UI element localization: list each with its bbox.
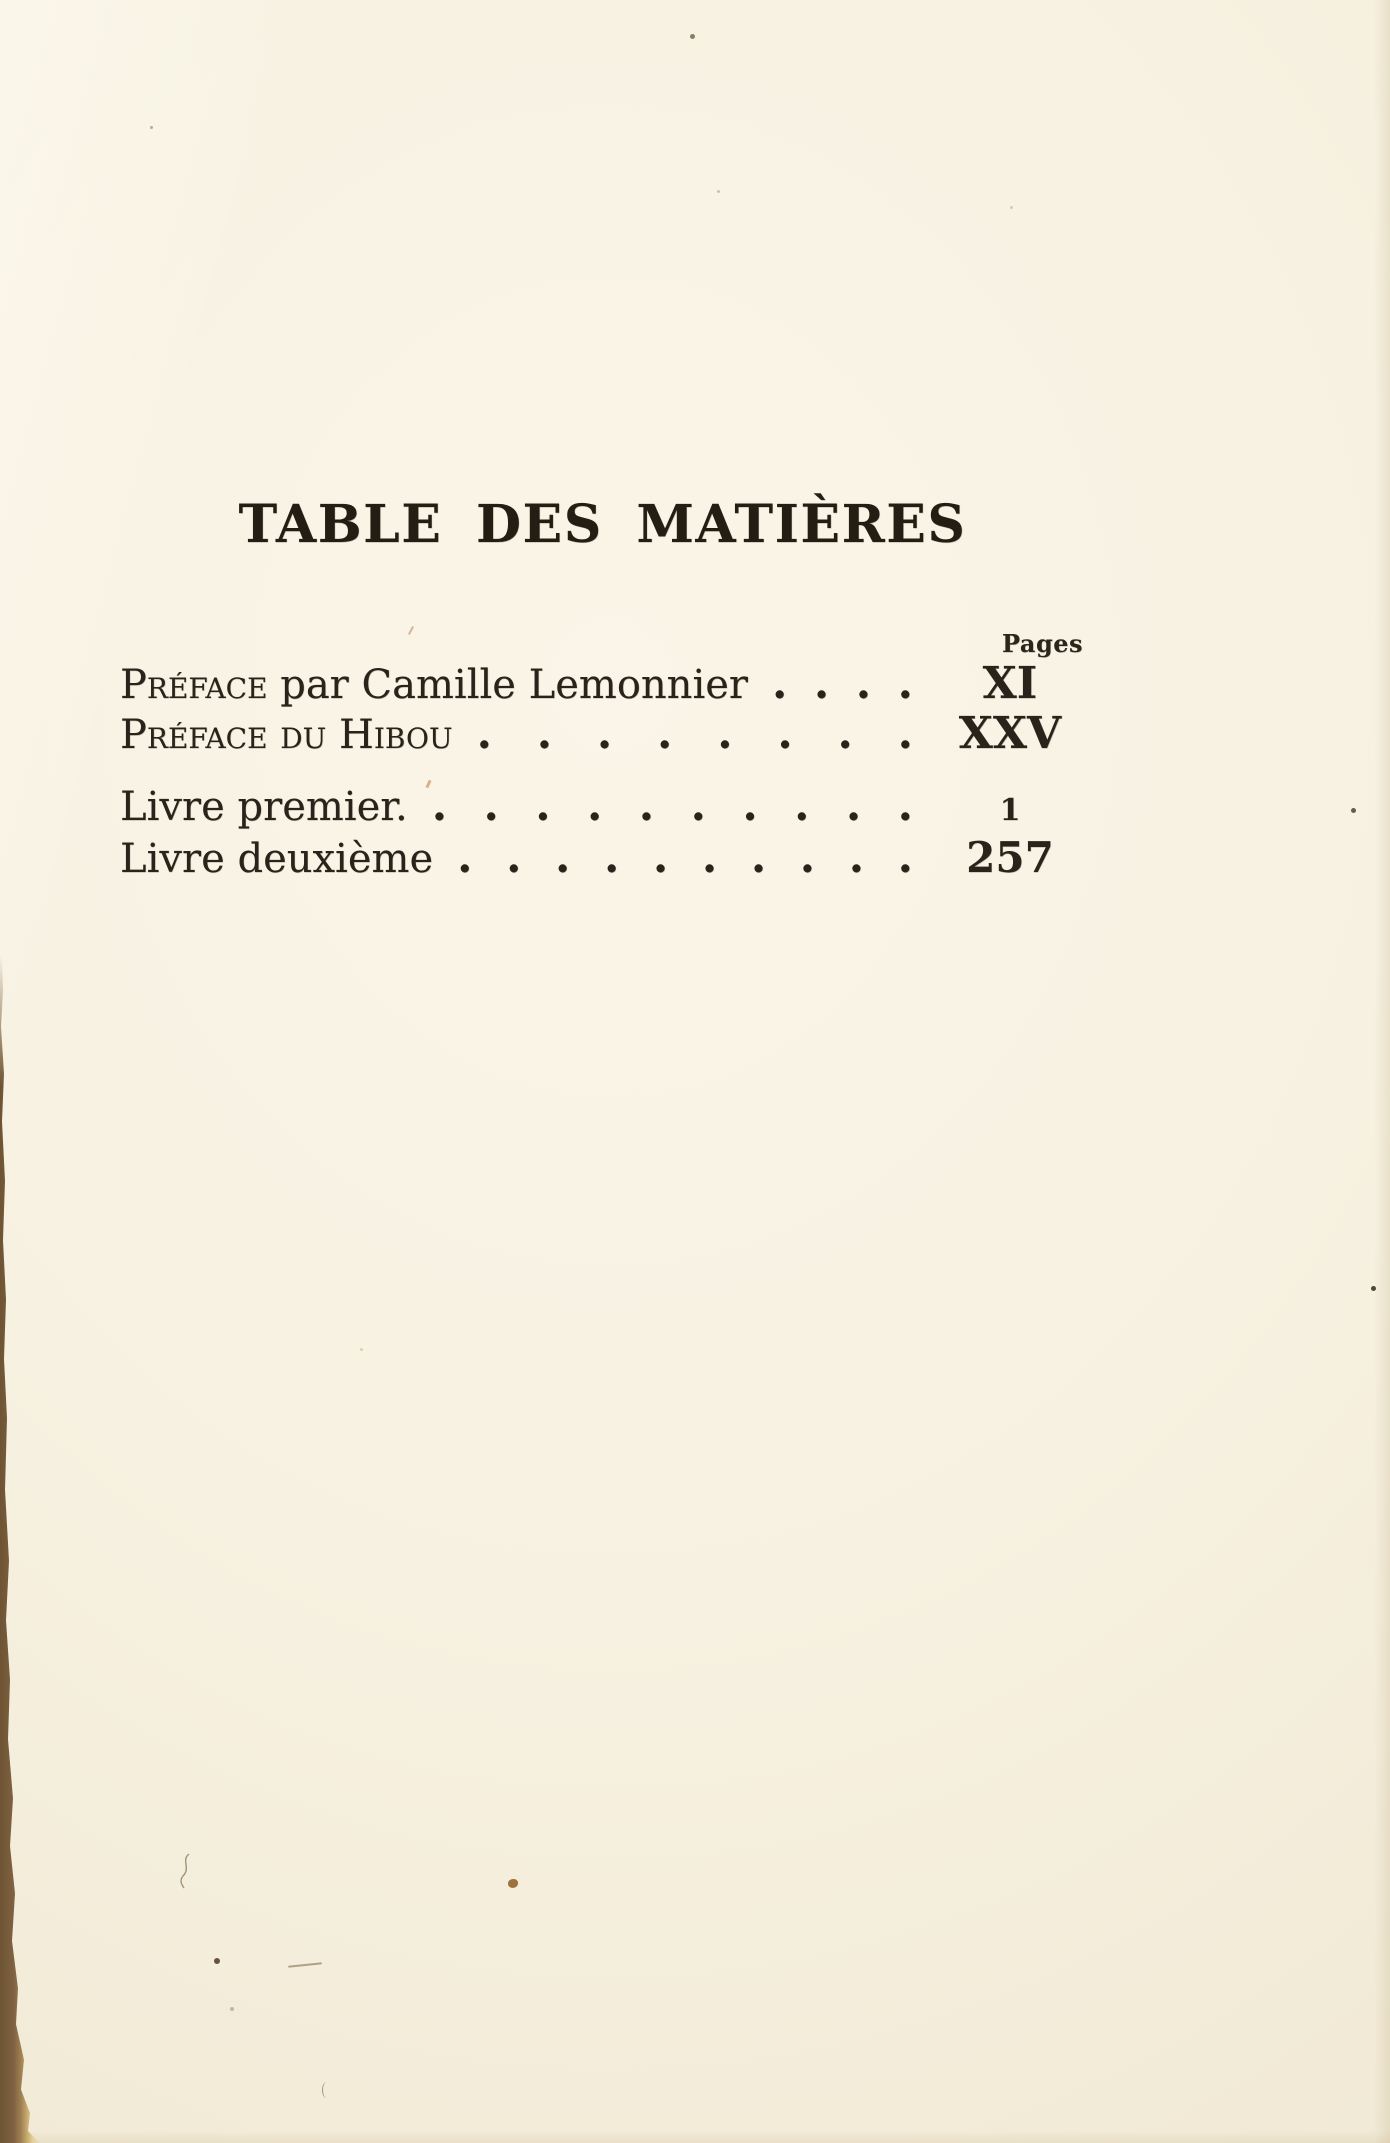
page-right-edge-shadow <box>1374 0 1390 2143</box>
paper-speck <box>717 190 720 193</box>
paper-speck <box>230 2007 234 2011</box>
page-number: XI <box>982 658 1038 709</box>
paper-crease-mark <box>322 2082 331 2098</box>
table-of-contents <box>120 0 1085 2143</box>
pages-column-header: Pages <box>1001 629 1083 658</box>
entry-label-smallcaps: Préface <box>120 662 268 708</box>
page-number: XXV <box>958 708 1062 759</box>
page-number: 1 <box>999 793 1021 828</box>
entry-label <box>120 661 748 709</box>
paper-speck <box>1010 206 1013 209</box>
entry-label-smallcaps: Préface du Hibou <box>120 712 453 758</box>
paper-speck <box>1351 808 1356 813</box>
paper-speck <box>690 34 695 39</box>
entry-label <box>120 835 433 883</box>
toc-entry-preface-hibou <box>120 710 1085 759</box>
entry-label-rest: Livre premier. <box>120 784 408 830</box>
page-title: TABLE DES MATIÈRES <box>238 494 967 555</box>
leader-dots: . . . . . . . . . . <box>431 782 913 830</box>
page-left-deckle-edge <box>0 955 44 2143</box>
leader-dots: . . . . <box>772 660 913 708</box>
paper-speck <box>214 1958 220 1964</box>
leader-dots: . . . . . . . . <box>476 710 913 758</box>
leader-dots: . . . . . . . . . . <box>457 834 913 882</box>
toc-entry-livre-deuxieme <box>120 834 1085 883</box>
paper-speck <box>360 1348 363 1351</box>
entry-label <box>120 711 453 759</box>
entry-label-rest: par Camille Lemonnier <box>267 662 749 708</box>
paper-speck <box>1371 1286 1376 1291</box>
squiggle-mark <box>176 1852 198 1890</box>
entry-label <box>120 783 408 831</box>
paper-speck <box>150 126 153 129</box>
entry-label-rest: Livre deuxième <box>120 836 434 882</box>
toc-entry-preface-lemonnier <box>120 660 1085 709</box>
toc-entry-livre-premier <box>120 782 1085 835</box>
page-number: 257 <box>966 833 1054 882</box>
